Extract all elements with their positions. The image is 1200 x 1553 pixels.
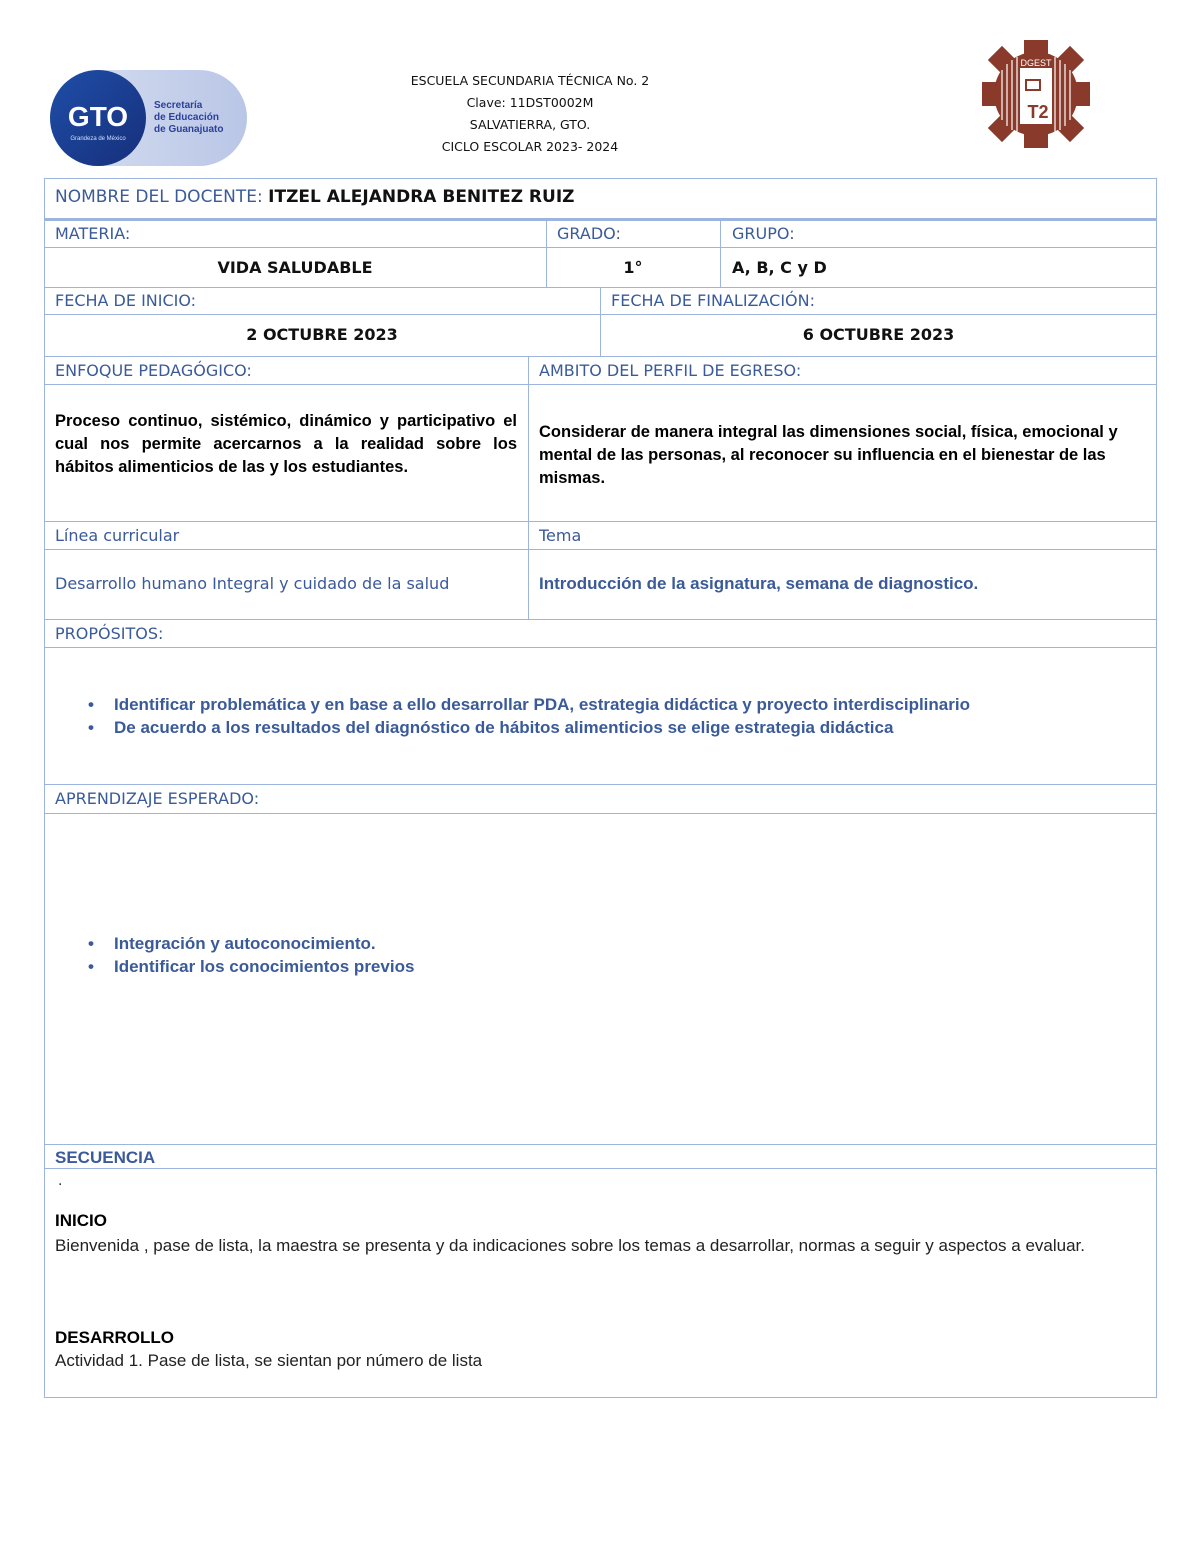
ambito-value: Considerar de manera integral las dimensiones social, física, emocional y mental de las personas, al reconocer su influencia en el bienestar de las mismas. bbox=[539, 423, 1118, 487]
col-divider bbox=[720, 218, 721, 287]
list-item: • De acuerdo a los resultados del diagnóstico de hábitos alimenticios se elige estrategia didáctica bbox=[44, 716, 1144, 739]
list-item: • Identificar los conocimientos previos bbox=[44, 955, 1144, 978]
seal-numerals: T2 bbox=[1027, 102, 1049, 122]
materia-value: VIDA SALUDABLE bbox=[217, 258, 373, 277]
grupo-value: A, B, C y D bbox=[732, 258, 827, 277]
fecha-fin-value: 6 OCTUBRE 2023 bbox=[802, 325, 955, 344]
school-name: ESCUELA SECUNDARIA TÉCNICA No. 2 bbox=[410, 73, 650, 88]
list-item: • Identificar problemática y en base a ello desarrollar PDA, estrategia didáctica y proyecto interdisciplinario bbox=[44, 693, 1144, 716]
col-divider bbox=[600, 287, 601, 356]
desarrollo-text: Actividad 1. Pase de lista, se sientan por número de lista bbox=[55, 1351, 483, 1370]
inicio-text: Bienvenida , pase de lista, la maestra se presenta y da indicaciones sobre los temas a desarrollar, normas a seguir y aspectos a evaluar. bbox=[55, 1236, 1086, 1255]
ambito-label: AMBITO DEL PERFIL DE EGRESO: bbox=[539, 361, 802, 380]
secuencia-label: SECUENCIA bbox=[55, 1148, 156, 1167]
tema-label: Tema bbox=[539, 526, 582, 545]
aprendizaje-list bbox=[44, 932, 1144, 978]
school-city: SALVATIERRA, GTO. bbox=[469, 117, 591, 132]
grupo-label: GRUPO: bbox=[732, 224, 795, 243]
col-divider bbox=[528, 356, 529, 619]
docente-label: NOMBRE DEL DOCENTE: bbox=[55, 187, 263, 207]
tema-value: Introducción de la asignatura, semana de diagnostico. bbox=[539, 574, 979, 593]
svg-text:Grandeza de México: Grandeza de México bbox=[70, 136, 126, 142]
divider bbox=[44, 1168, 1157, 1169]
desarrollo-title: DESARROLLO bbox=[55, 1328, 174, 1347]
divider bbox=[44, 647, 1157, 648]
materia-label: MATERIA: bbox=[55, 224, 131, 243]
grado-value: 1° bbox=[623, 258, 643, 277]
inicio-title: INICIO bbox=[55, 1211, 107, 1230]
fecha-inicio-label: FECHA DE INICIO: bbox=[55, 291, 197, 310]
divider bbox=[44, 521, 1157, 522]
svg-text:de Guanajuato: de Guanajuato bbox=[154, 124, 224, 135]
dgest-seal-logo bbox=[982, 40, 1090, 148]
secuencia-dot: . bbox=[58, 1172, 63, 1189]
divider bbox=[44, 619, 1157, 620]
aprendizaje-label: APRENDIZAJE ESPERADO: bbox=[55, 789, 260, 808]
divider bbox=[44, 356, 1157, 357]
divider bbox=[44, 784, 1157, 785]
enfoque-label: ENFOQUE PEDAGÓGICO: bbox=[55, 361, 252, 380]
propositos-label: PROPÓSITOS: bbox=[55, 624, 164, 643]
school-header bbox=[380, 70, 680, 158]
linea-label: Línea curricular bbox=[55, 526, 180, 545]
propositos-list bbox=[44, 693, 1144, 739]
divider bbox=[44, 218, 1157, 221]
docente-row bbox=[55, 187, 574, 207]
seal-text: DGEST bbox=[1020, 58, 1052, 68]
divider bbox=[44, 1144, 1157, 1145]
docente-value: ITZEL ALEJANDRA BENITEZ RUIZ bbox=[268, 187, 575, 207]
divider bbox=[44, 549, 1157, 550]
school-key: Clave: 11DST0002M bbox=[466, 95, 594, 110]
grado-label: GRADO: bbox=[557, 224, 621, 243]
school-cycle: CICLO ESCOLAR 2023- 2024 bbox=[441, 139, 619, 154]
svg-text:de Educación: de Educación bbox=[154, 112, 220, 123]
gto-logo bbox=[50, 70, 247, 166]
divider bbox=[44, 813, 1157, 814]
fecha-fin-label: FECHA DE FINALIZACIÓN: bbox=[611, 291, 815, 310]
svg-text:Secretaría: Secretaría bbox=[154, 100, 203, 111]
list-item: • Integración y autoconocimiento. bbox=[44, 932, 1144, 955]
divider bbox=[44, 384, 1157, 385]
enfoque-value: Proceso continuo, sistémico, dinámico y participativo el cual nos permite acercarnos a la realidad sobre los hábitos alimenticios de las y los estudiantes. bbox=[55, 412, 517, 476]
fecha-inicio-value: 2 OCTUBRE 2023 bbox=[246, 325, 398, 344]
linea-value: Desarrollo humano Integral y cuidado de la salud bbox=[55, 574, 450, 593]
svg-text:GTO: GTO bbox=[67, 101, 129, 132]
divider bbox=[44, 247, 1157, 248]
